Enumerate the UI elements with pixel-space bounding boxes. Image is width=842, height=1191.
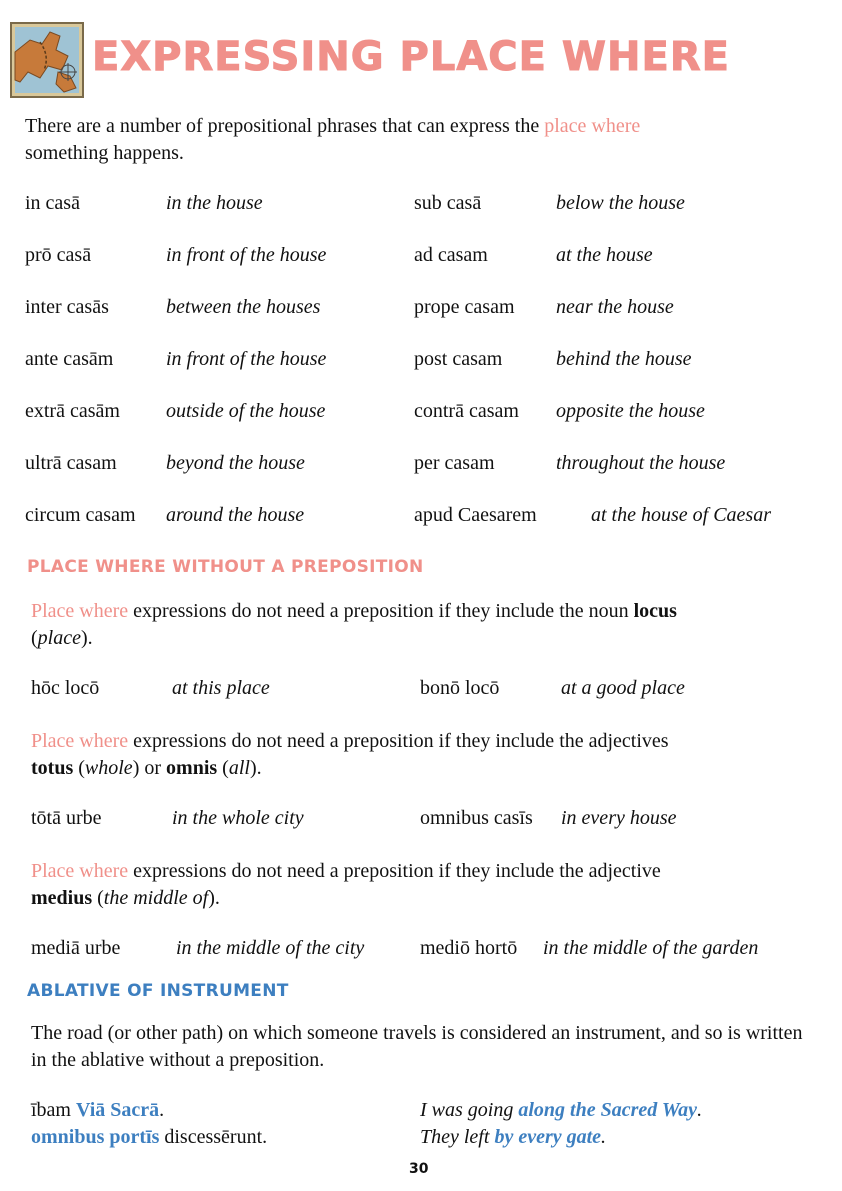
phrase-english: beyond the house [166, 452, 305, 474]
page-number: 30 [409, 1161, 429, 1177]
highlight-place-where: Place where [31, 860, 129, 882]
phrase-latin: prope casam [414, 296, 515, 318]
example-latin: omnibus casīs [420, 807, 533, 829]
example-english: in every house [561, 807, 677, 829]
paragraph-instrument: The road (or other path) on which someone travels is considered an instrument, and so is written in the ablative without a preposition. [31, 1022, 803, 1071]
phrase-latin: ad casam [414, 244, 488, 266]
phrase-latin: sub casā [414, 192, 482, 214]
phrase-latin: ultrā casam [25, 452, 117, 474]
example-latin: tōtā urbe [31, 807, 102, 829]
intro-highlight: place where [544, 115, 641, 137]
example-latin: mediā urbe [31, 937, 121, 959]
phrase-english: at the house [556, 244, 653, 266]
phrase-latin: inter casās [25, 296, 109, 318]
intro-paragraph: There are a number of prepositional phrases that can express the place where something happens. [25, 115, 641, 164]
example-english: at this place [172, 677, 270, 699]
section-heading-ablative-instrument: ABLATIVE OF INSTRUMENT [27, 981, 289, 1001]
phrase-latin: prō casā [25, 244, 92, 266]
phrase-english: opposite the house [556, 400, 705, 422]
phrase-english: around the house [166, 504, 305, 526]
example-english-portis: They left by every gate. [420, 1126, 607, 1148]
paragraph-medius: Place where expressions do not need a preposition if they include the adjective medius (the middle of). [31, 860, 661, 909]
page-title: EXPRESSING PLACE WHERE [92, 34, 730, 80]
paragraph-locus: Place where expressions do not need a preposition if they include the noun locus (place). [31, 600, 677, 649]
phrase-latin: per casam [414, 452, 495, 474]
example-latin-via-sacra: ībam Viā Sacrā. [31, 1099, 165, 1121]
section-heading-place-where: PLACE WHERE WITHOUT A PREPOSITION [27, 557, 424, 577]
phrase-latin: extrā casām [25, 400, 120, 422]
example-english: in the middle of the garden [543, 937, 759, 959]
phrase-english: between the houses [166, 296, 321, 318]
phrase-latin: post casam [414, 348, 503, 370]
phrase-latin: in casā [25, 192, 80, 214]
highlight-place-where: Place where [31, 600, 129, 622]
term-locus: locus [633, 600, 677, 622]
example-latin-portis: omnibus portīs discessērunt. [31, 1126, 268, 1148]
highlight-place-where: Place where [31, 730, 129, 752]
example-latin: bonō locō [420, 677, 500, 699]
map-icon [10, 22, 84, 98]
phrase-english: at the house of Caesar [591, 504, 771, 526]
phrase-english: near the house [556, 296, 674, 318]
example-latin: hōc locō [31, 677, 100, 699]
phrase-latin: contrā casam [414, 400, 519, 422]
phrase-english: in front of the house [166, 348, 327, 370]
example-english-via-sacra: I was going along the Sacred Way. [420, 1099, 703, 1121]
example-english: at a good place [561, 677, 685, 699]
phrase-english: in front of the house [166, 244, 327, 266]
example-english: in the whole city [172, 807, 304, 829]
phrase-english: outside of the house [166, 400, 326, 422]
paragraph-totus-omnis: Place where expressions do not need a preposition if they include the adjectives totus (whole) or omnis (all). [31, 730, 669, 779]
phrase-english: throughout the house [556, 452, 726, 474]
example-english: in the middle of the city [176, 937, 365, 959]
phrase-latin: circum casam [25, 504, 136, 526]
phrase-latin: ante casām [25, 348, 114, 370]
phrase-english: below the house [556, 192, 685, 214]
phrase-english: in the house [166, 192, 263, 214]
phrase-english: behind the house [556, 348, 692, 370]
phrase-latin: apud Caesarem [414, 504, 537, 526]
example-latin: mediō hortō [420, 937, 518, 959]
